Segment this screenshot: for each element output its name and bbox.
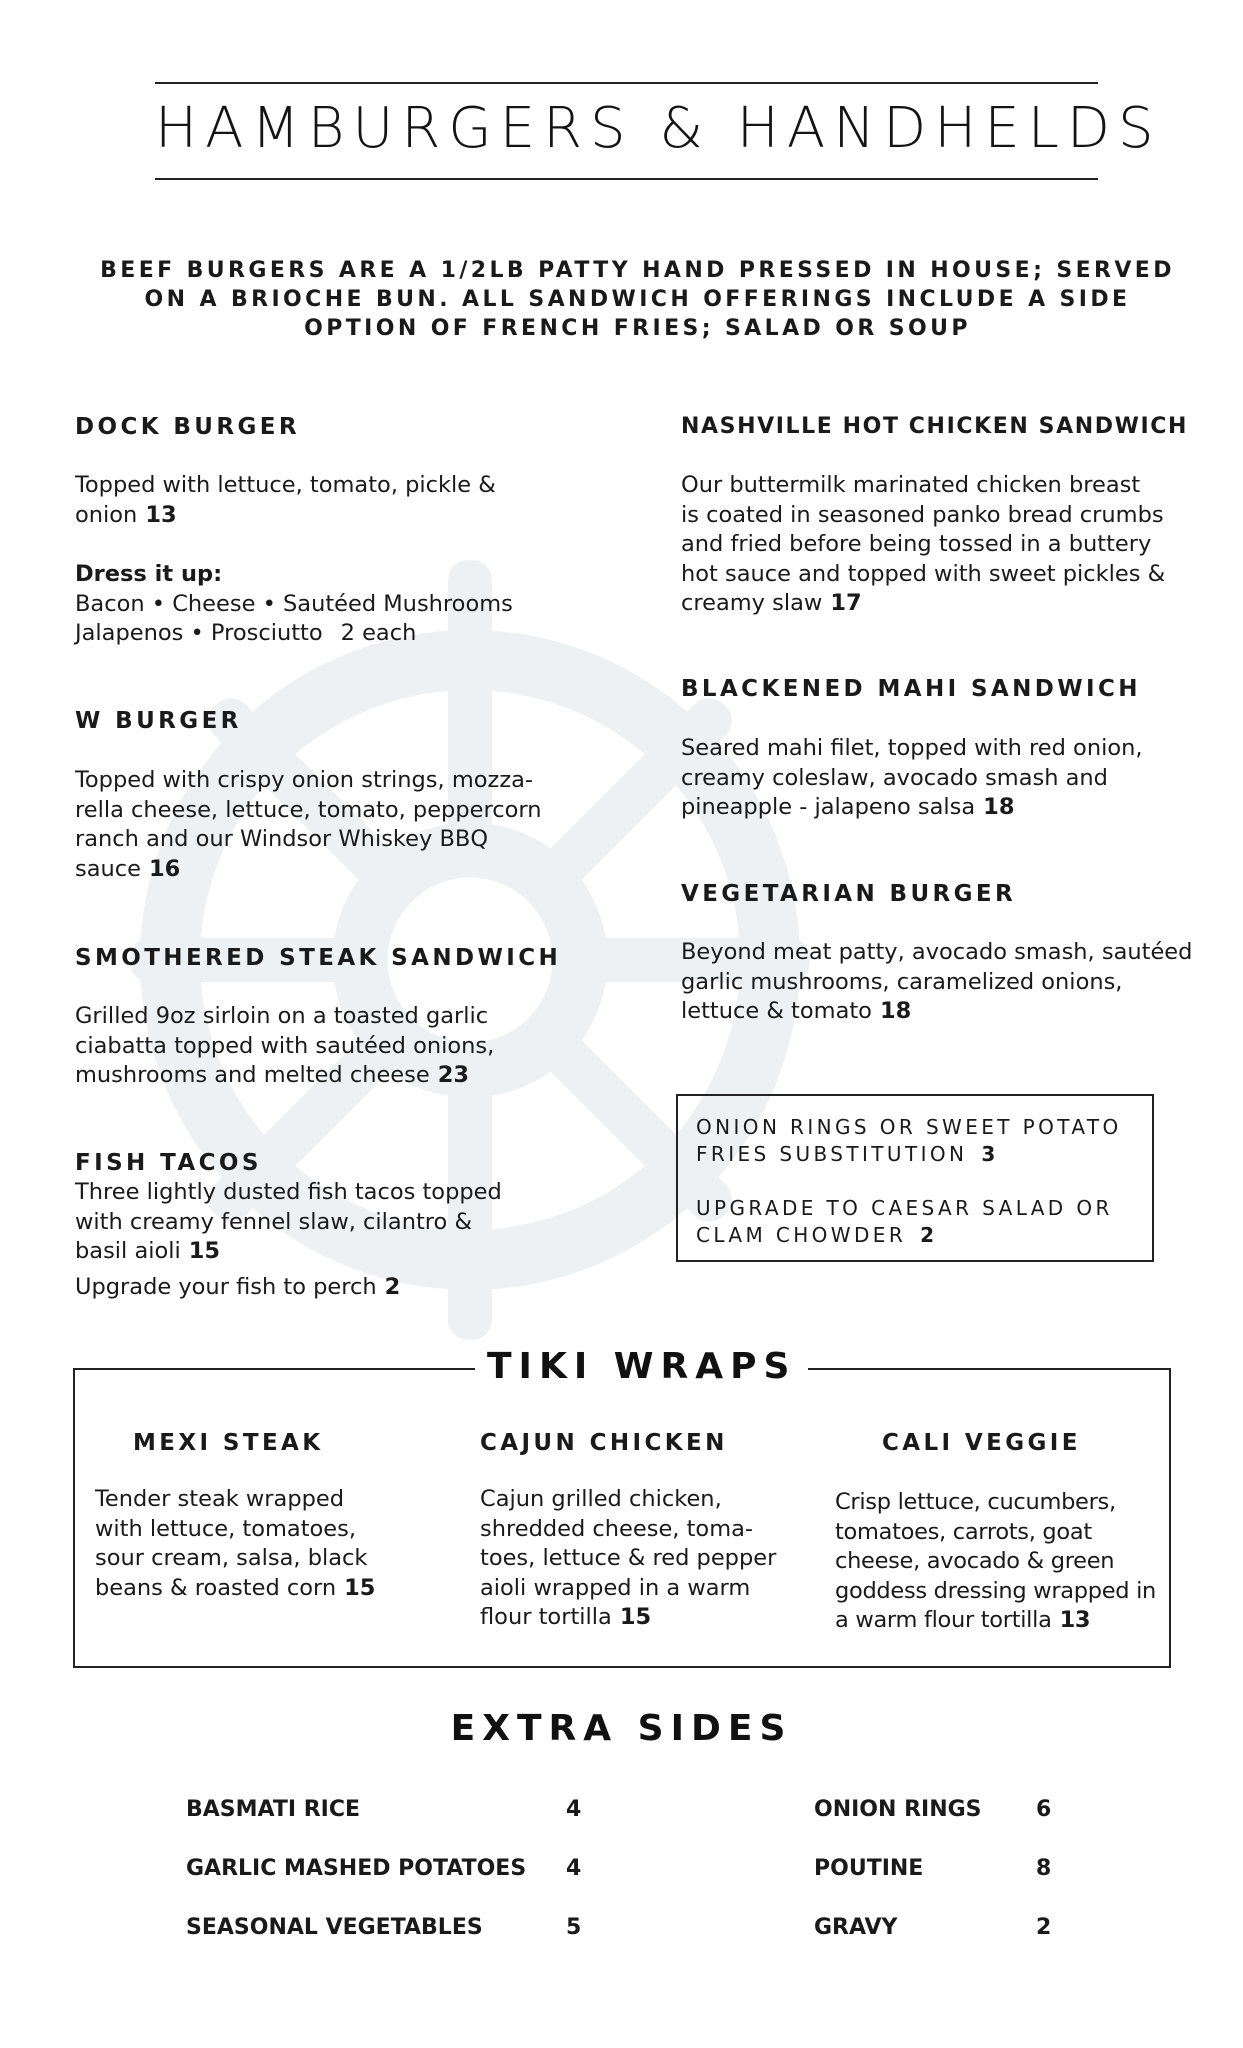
- steak-sandwich-desc: Grilled 9oz sirloin on a toasted garlic ciabatta topped with sautéed onions, mushrooms and melted cheese 23: [75, 1003, 495, 1088]
- side-item-name: ONION RINGS: [814, 1797, 982, 1822]
- side-item-price: 4: [566, 1856, 582, 1881]
- nashville-title: NASHVILLE HOT CHICKEN SANDWICH: [681, 414, 1189, 439]
- w-burger-desc: Topped with crispy onion strings, mozza- rella cheese, lettuce, tomato, peppercorn ranch and our Windsor Whiskey BBQ sauce 16: [75, 767, 542, 882]
- title-rule-bottom: [155, 178, 1098, 180]
- extra-sides-title: EXTRA SIDES: [450, 1708, 793, 1749]
- vegetarian-desc: Beyond meat patty, avocado smash, sautéed garlic mushrooms, caramelized onions, lettuce & tomato 18: [681, 939, 1193, 1024]
- side-item-name: GRAVY: [814, 1915, 898, 1940]
- vegetarian-price: 18: [879, 998, 912, 1024]
- side-item-name: SEASONAL VEGETABLES: [186, 1915, 483, 1940]
- w-burger-title: W BURGER: [75, 708, 242, 734]
- steak-sandwich-title: SMOTHERED STEAK SANDWICH: [75, 945, 562, 971]
- side-item-price: 8: [1036, 1856, 1052, 1881]
- fish-tacos-title: FISH TACOS: [75, 1150, 262, 1176]
- steak-sandwich-price: 23: [437, 1062, 470, 1088]
- mahi-title: BLACKENED MAHI SANDWICH: [681, 676, 1141, 702]
- mexi-steak-price: 15: [344, 1574, 376, 1601]
- page-title: HAMBURGERS & HANDHELDS: [155, 96, 1162, 161]
- mahi-desc: Seared mahi filet, topped with red onion, creamy coleslaw, avocado smash and pineapple - jalapeno salsa 18: [681, 735, 1143, 820]
- cajun-chicken-desc: Cajun grilled chicken, shredded cheese, toma- toes, lettuce & red pepper aioli wrapped in a warm flour tortilla 15: [480, 1486, 777, 1630]
- cajun-chicken-price: 15: [619, 1604, 652, 1630]
- cali-veggie-title: CALI VEGGIE: [882, 1430, 1081, 1456]
- dock-burger-price: 13: [145, 501, 177, 528]
- mexi-steak-title: MEXI STEAK: [133, 1430, 324, 1456]
- dock-burger-dress: Dress it up: Bacon • Cheese • Sautéed Mushrooms Jalapenos • Prosciutto 2 each: [75, 560, 595, 649]
- side-item-name: GARLIC MASHED POTATOES: [186, 1856, 527, 1881]
- dress-it-up-label: Dress it up:: [75, 561, 223, 587]
- mahi-price: 18: [983, 794, 1015, 820]
- fish-upgrade-price: 2: [384, 1274, 401, 1300]
- mexi-steak-desc: Tender steak wrapped with lettuce, tomatoes, sour cream, salsa, black beans & roasted corn 15: [95, 1486, 376, 1601]
- side-item-price: 2: [1036, 1915, 1052, 1940]
- dock-burger-title: DOCK BURGER: [75, 414, 300, 440]
- cali-veggie-price: 13: [1059, 1607, 1091, 1633]
- substitution-caesar-price: 2: [920, 1223, 938, 1247]
- substitution-caesar: UPGRADE TO CAESAR SALAD OR CLAM CHOWDER 2: [696, 1196, 1113, 1247]
- fish-tacos-desc: Three lightly dusted fish tacos topped with creamy fennel slaw, cilantro & basil aioli 15: [75, 1179, 502, 1264]
- side-item-price: 5: [566, 1915, 582, 1940]
- substitution-fries: ONION RINGS OR SWEET POTATO FRIES SUBSTITUTION 3: [696, 1115, 1122, 1166]
- side-item-price: 4: [566, 1797, 582, 1822]
- cali-veggie-desc: Crisp lettuce, cucumbers, tomatoes, carrots, goat cheese, avocado & green goddess dressing wrapped in a warm flour tortilla 13: [835, 1489, 1157, 1633]
- side-item-name: BASMATI RICE: [186, 1797, 361, 1822]
- vegetarian-title: VEGETARIAN BURGER: [681, 881, 1017, 907]
- side-item-name: POUTINE: [814, 1856, 924, 1881]
- dress-price: 2 each: [340, 620, 417, 646]
- side-item-price: 6: [1036, 1797, 1052, 1822]
- tiki-wraps-title: TIKI WRAPS: [475, 1346, 808, 1387]
- substitution-fries-price: 3: [981, 1142, 999, 1166]
- fish-tacos-upgrade: Upgrade your fish to perch 2: [75, 1274, 401, 1300]
- nashville-desc: Our buttermilk marinated chicken breast is coated in seasoned panko bread crumbs and fried before being tossed in a buttery hot sauce and topped with sweet pickles & creamy slaw 17: [681, 472, 1166, 616]
- nashville-price: 17: [830, 590, 862, 616]
- w-burger-price: 16: [148, 855, 181, 882]
- dock-burger-desc: Topped with lettuce, tomato, pickle & onion 13: [75, 472, 496, 528]
- substitutions-box: [676, 1094, 1154, 1262]
- title-rule-top: [155, 82, 1098, 84]
- intro-text: BEEF BURGERS ARE A 1/2LB PATTY HAND PRESSED IN HOUSE; SERVED ON A BRIOCHE BUN. ALL SANDWICH OFFERINGS INCLUDE A SIDE OPTION OF FRENCH FRIES; SALAD OR SOUP: [100, 258, 1175, 341]
- fish-tacos-price: 15: [188, 1238, 221, 1264]
- cajun-chicken-title: CAJUN CHICKEN: [480, 1430, 728, 1456]
